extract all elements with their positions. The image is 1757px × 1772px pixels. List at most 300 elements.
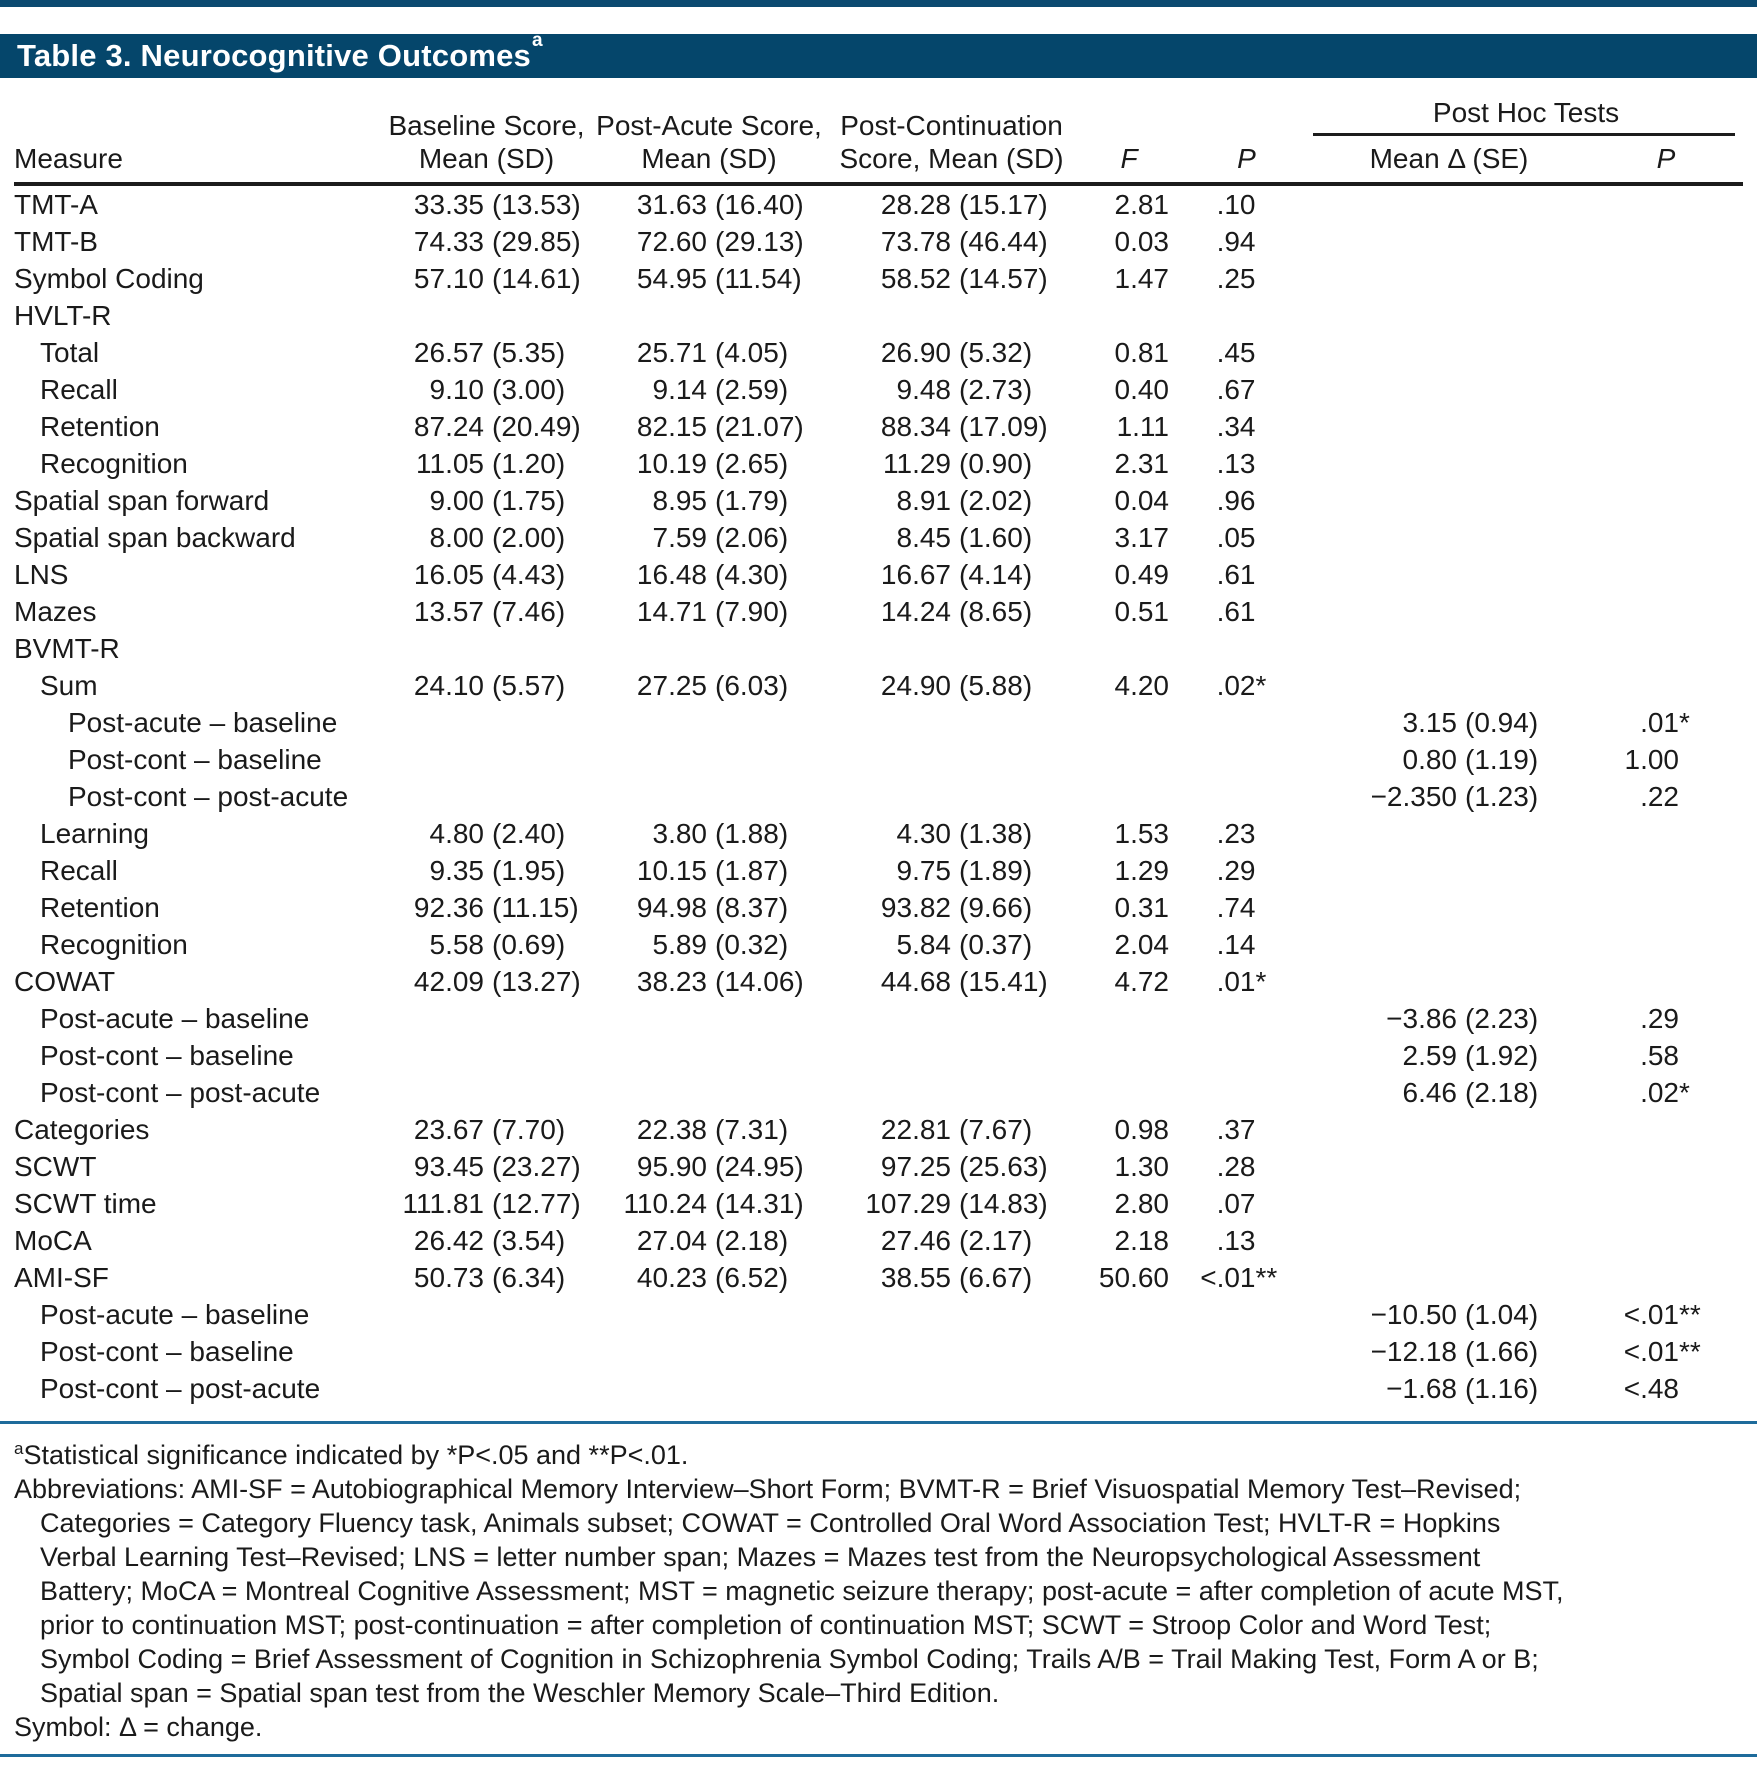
- cell-post-continuation: [829, 778, 1074, 815]
- cell-post-hoc-p: .29: [1640, 1002, 1679, 1034]
- cell-post-continuation: 9.75 (1.89): [896, 854, 1033, 886]
- cell-mean-delta: [1309, 482, 1589, 519]
- table-row: [14, 704, 1743, 741]
- cell-baseline: 11.05 (1.20): [416, 447, 566, 479]
- cell-p: .07: [1216, 1187, 1256, 1219]
- col-header-p: P: [1184, 96, 1309, 184]
- cell-mean-delta: [1309, 1222, 1589, 1259]
- table-header: [14, 96, 1743, 184]
- col-header-mean-delta: Mean Δ (SE): [1309, 142, 1589, 184]
- cell-p: [1184, 1296, 1309, 1333]
- cell-post-acute: 8.95 (1.79): [652, 484, 789, 516]
- cell-post-hoc-p: .01*: [1640, 706, 1690, 738]
- cell-post-acute: [589, 704, 829, 741]
- cell-baseline: 23.67 (7.70): [413, 1113, 566, 1145]
- cell-p: [1184, 630, 1309, 667]
- cell-post-acute: 31.63 (16.40): [636, 188, 804, 220]
- cell-measure: Mazes: [14, 595, 97, 627]
- cell-measure: Spatial span backward: [14, 521, 296, 553]
- cell-f: 3.17: [1114, 521, 1169, 553]
- cell-f: 0.98: [1114, 1113, 1169, 1145]
- cell-measure: Retention: [40, 410, 160, 442]
- cell-f: 0.81: [1114, 336, 1169, 368]
- cell-f: 50.60: [1098, 1261, 1169, 1293]
- cell-mean-delta: [1309, 445, 1589, 482]
- cell-post-continuation: 97.25 (25.63): [880, 1150, 1048, 1182]
- cell-mean-delta: −12.18 (1.66): [1370, 1335, 1539, 1367]
- table-row: [14, 1333, 1743, 1370]
- cell-p: [1184, 1074, 1309, 1111]
- cell-f: [1074, 704, 1184, 741]
- cell-post-hoc-p: [1589, 408, 1743, 445]
- cell-measure: Categories: [14, 1113, 150, 1145]
- table-row: [14, 184, 1743, 223]
- table-row: [14, 815, 1743, 852]
- cell-p: [1184, 741, 1309, 778]
- cell-post-hoc-p: [1589, 630, 1743, 667]
- cell-f: 0.40: [1114, 373, 1169, 405]
- cell-post-hoc-p: [1589, 260, 1743, 297]
- cell-post-acute: [589, 1370, 829, 1407]
- cell-post-acute: 16.48 (4.30): [636, 558, 789, 590]
- cell-mean-delta: [1309, 593, 1589, 630]
- cell-post-continuation: 14.24 (8.65): [880, 595, 1033, 627]
- cell-post-acute: 95.90 (24.95): [636, 1150, 804, 1182]
- cell-post-continuation: 24.90 (5.88): [880, 669, 1033, 701]
- cell-measure: Post-cont – post-acute: [40, 1372, 321, 1404]
- table-row: [14, 630, 1743, 667]
- table-row: [14, 1370, 1743, 1407]
- cell-baseline: 57.10 (14.61): [413, 262, 581, 294]
- cell-f: 1.11: [1116, 410, 1169, 442]
- cell-post-continuation: [829, 704, 1074, 741]
- cell-mean-delta: [1309, 926, 1589, 963]
- cell-p: .45: [1216, 336, 1256, 368]
- cell-mean-delta: −10.50 (1.04): [1370, 1298, 1539, 1330]
- cell-p: .34: [1216, 410, 1256, 442]
- cell-measure: SCWT time: [14, 1187, 157, 1219]
- cell-measure: Recognition: [40, 447, 188, 479]
- cell-p: [1184, 1333, 1309, 1370]
- table-row: [14, 778, 1743, 815]
- table-row: [14, 1074, 1743, 1111]
- cell-mean-delta: [1309, 297, 1589, 334]
- cell-post-acute: 5.89 (0.32): [652, 928, 789, 960]
- cell-post-continuation: 9.48 (2.73): [896, 373, 1033, 405]
- cell-f: [1074, 778, 1184, 815]
- cell-f: 2.81: [1114, 188, 1169, 220]
- cell-measure: Learning: [40, 817, 149, 849]
- footnote-symbol: Symbol: Δ = change.: [14, 1712, 263, 1742]
- cell-baseline: [384, 297, 589, 334]
- cell-f: 4.20: [1114, 669, 1169, 701]
- post-hoc-underline: [1313, 133, 1735, 136]
- cell-p: [1184, 1370, 1309, 1407]
- cell-baseline: 92.36 (11.15): [413, 891, 579, 923]
- cell-p: .94: [1216, 225, 1256, 257]
- cell-post-hoc-p: .58: [1640, 1039, 1679, 1071]
- table-row: [14, 889, 1743, 926]
- cell-mean-delta: 2.59 (1.92): [1402, 1039, 1539, 1071]
- cell-baseline: 26.57 (5.35): [413, 336, 566, 368]
- cell-measure: SCWT: [14, 1150, 97, 1182]
- cell-post-hoc-p: [1589, 334, 1743, 371]
- cell-post-acute: [589, 1037, 829, 1074]
- table-body: [14, 184, 1743, 1407]
- cell-measure: Post-acute – baseline: [40, 1002, 310, 1034]
- cell-post-continuation: 11.29 (0.90): [883, 447, 1033, 479]
- cell-baseline: [384, 1000, 589, 1037]
- cell-measure: Post-cont – baseline: [40, 1335, 294, 1367]
- cell-post-continuation: 4.30 (1.38): [896, 817, 1033, 849]
- cell-post-acute: 10.19 (2.65): [636, 447, 789, 479]
- cell-post-acute: 27.25 (6.03): [636, 669, 789, 701]
- cell-baseline: 26.42 (3.54): [413, 1224, 566, 1256]
- table-row: [14, 1222, 1743, 1259]
- cell-post-continuation: 8.91 (2.02): [896, 484, 1033, 516]
- cell-post-acute: 22.38 (7.31): [636, 1113, 789, 1145]
- cell-post-hoc-p: [1589, 445, 1743, 482]
- post-hoc-tests-label: Post Hoc Tests: [1432, 97, 1620, 128]
- cell-post-hoc-p: [1589, 1111, 1743, 1148]
- cell-post-hoc-p: [1589, 889, 1743, 926]
- cell-measure: Post-cont – baseline: [68, 743, 322, 775]
- cell-post-continuation: [829, 630, 1074, 667]
- cell-p: .02*: [1216, 669, 1267, 701]
- cell-post-acute: 54.95 (11.54): [636, 262, 802, 294]
- table-row: [14, 519, 1743, 556]
- cell-p: .29: [1216, 854, 1256, 886]
- cell-post-continuation: [829, 297, 1074, 334]
- cell-post-hoc-p: [1589, 963, 1743, 1000]
- cell-baseline: 42.09 (13.27): [413, 965, 581, 997]
- cell-f: [1074, 297, 1184, 334]
- table-row: [14, 1111, 1743, 1148]
- table-row: [14, 556, 1743, 593]
- table-row: [14, 741, 1743, 778]
- cell-post-acute: [589, 1333, 829, 1370]
- cell-baseline: 9.35 (1.95): [429, 854, 566, 886]
- cell-p: [1184, 704, 1309, 741]
- cell-p: .13: [1216, 1224, 1256, 1256]
- cell-post-acute: [589, 1296, 829, 1333]
- cell-measure: Post-cont – post-acute: [68, 780, 349, 812]
- cell-mean-delta: 6.46 (2.18): [1402, 1076, 1539, 1108]
- outcomes-table: [14, 96, 1743, 1407]
- table-title-text: Table 3. Neurocognitive Outcomes: [17, 38, 531, 73]
- cell-post-acute: 3.80 (1.88): [652, 817, 789, 849]
- cell-f: [1074, 1296, 1184, 1333]
- cell-baseline: [384, 778, 589, 815]
- cell-post-continuation: [829, 1000, 1074, 1037]
- cell-post-continuation: 27.46 (2.17): [880, 1224, 1033, 1256]
- cell-p: .96: [1216, 484, 1256, 516]
- footnotes: [0, 1424, 1574, 1750]
- cell-post-hoc-p: 1.00: [1624, 743, 1679, 775]
- cell-p: [1184, 1037, 1309, 1074]
- cell-measure: HVLT-R: [14, 299, 112, 331]
- cell-post-hoc-p: .22: [1640, 780, 1679, 812]
- table-row: [14, 334, 1743, 371]
- cell-post-continuation: 8.45 (1.60): [896, 521, 1033, 553]
- cell-p: .13: [1216, 447, 1256, 479]
- cell-post-continuation: 26.90 (5.32): [880, 336, 1033, 368]
- cell-baseline: 33.35 (13.53): [413, 188, 581, 220]
- cell-f: 0.31: [1114, 891, 1169, 923]
- cell-mean-delta: [1309, 1148, 1589, 1185]
- cell-mean-delta: [1309, 815, 1589, 852]
- cell-post-acute: [589, 778, 829, 815]
- cell-p: .23: [1216, 817, 1256, 849]
- table-row: [14, 445, 1743, 482]
- table-row: [14, 371, 1743, 408]
- cell-post-acute: [589, 741, 829, 778]
- cell-mean-delta: [1309, 1259, 1589, 1296]
- cell-baseline: 87.24 (20.49): [413, 410, 581, 442]
- table-row: [14, 408, 1743, 445]
- cell-post-continuation: 5.84 (0.37): [896, 928, 1033, 960]
- cell-f: 0.03: [1114, 225, 1169, 257]
- cell-mean-delta: −3.86 (2.23): [1386, 1002, 1539, 1034]
- cell-post-acute: [589, 297, 829, 334]
- cell-mean-delta: [1309, 334, 1589, 371]
- cell-post-continuation: 58.52 (14.57): [880, 262, 1048, 294]
- cell-post-acute: 10.15 (1.87): [636, 854, 789, 886]
- cell-p: .01*: [1216, 965, 1267, 997]
- table-row: [14, 926, 1743, 963]
- cell-post-continuation: 88.34 (17.09): [880, 410, 1048, 442]
- cell-post-continuation: [829, 1074, 1074, 1111]
- cell-measure: Spatial span forward: [14, 484, 270, 516]
- cell-post-continuation: [829, 1037, 1074, 1074]
- cell-f: [1074, 1000, 1184, 1037]
- cell-post-acute: 38.23 (14.06): [636, 965, 804, 997]
- cell-mean-delta: [1309, 519, 1589, 556]
- cell-post-acute: 7.59 (2.06): [652, 521, 789, 553]
- cell-baseline: 5.58 (0.69): [429, 928, 566, 960]
- cell-measure: AMI-SF: [14, 1261, 109, 1293]
- cell-mean-delta: [1309, 1185, 1589, 1222]
- cell-f: 2.80: [1114, 1187, 1169, 1219]
- cell-measure: Post-cont – post-acute: [40, 1076, 321, 1108]
- table-row: [14, 1296, 1743, 1333]
- cell-post-hoc-p: [1589, 556, 1743, 593]
- cell-post-continuation: [829, 1296, 1074, 1333]
- cell-post-acute: [589, 1074, 829, 1111]
- cell-post-hoc-p: <.48: [1623, 1372, 1679, 1404]
- cell-post-hoc-p: .02*: [1640, 1076, 1690, 1108]
- cell-post-continuation: 107.29 (14.83): [865, 1187, 1048, 1219]
- cell-f: [1074, 1037, 1184, 1074]
- cell-post-hoc-p: [1589, 852, 1743, 889]
- cell-f: [1074, 1074, 1184, 1111]
- cell-baseline: [384, 1370, 589, 1407]
- cell-baseline: [384, 704, 589, 741]
- cell-mean-delta: [1309, 963, 1589, 1000]
- cell-baseline: [384, 741, 589, 778]
- table-row: [14, 1185, 1743, 1222]
- cell-measure: LNS: [14, 558, 69, 590]
- cell-mean-delta: [1309, 408, 1589, 445]
- cell-p: [1184, 778, 1309, 815]
- cell-baseline: 93.45 (23.27): [413, 1150, 581, 1182]
- cell-baseline: 24.10 (5.57): [413, 669, 566, 701]
- cell-p: .61: [1216, 595, 1256, 627]
- cell-measure: MoCA: [14, 1224, 92, 1256]
- table-row: [14, 667, 1743, 704]
- cell-measure: TMT-A: [14, 188, 98, 220]
- cell-mean-delta: [1309, 667, 1589, 704]
- cell-f: 0.51: [1114, 595, 1169, 627]
- cell-mean-delta: [1309, 630, 1589, 667]
- cell-post-acute: 82.15 (21.07): [636, 410, 804, 442]
- cell-post-continuation: 28.28 (15.17): [880, 188, 1048, 220]
- cell-mean-delta: [1309, 556, 1589, 593]
- cell-baseline: [384, 630, 589, 667]
- table-row: [14, 1259, 1743, 1296]
- top-rule: [0, 0, 1757, 7]
- cell-baseline: 9.00 (1.75): [429, 484, 566, 516]
- cell-mean-delta: −2.350 (1.23): [1370, 780, 1539, 812]
- cell-post-hoc-p: [1589, 1185, 1743, 1222]
- table-title: [17, 29, 543, 74]
- table-row: [14, 260, 1743, 297]
- cell-mean-delta: [1309, 1111, 1589, 1148]
- cell-post-hoc-p: [1589, 1148, 1743, 1185]
- cell-p: .05: [1216, 521, 1256, 553]
- cell-f: 2.18: [1114, 1224, 1169, 1256]
- table-row: [14, 297, 1743, 334]
- cell-post-continuation: 44.68 (15.41): [880, 965, 1048, 997]
- cell-p: [1184, 297, 1309, 334]
- cell-post-hoc-p: <.01**: [1623, 1298, 1701, 1330]
- cell-baseline: 13.57 (7.46): [413, 595, 566, 627]
- cell-f: [1074, 1370, 1184, 1407]
- cell-post-acute: 94.98 (8.37): [636, 891, 789, 923]
- cell-measure: Retention: [40, 891, 160, 923]
- col-header-post-hoc-p: P: [1589, 142, 1743, 184]
- cell-measure: Post-acute – baseline: [68, 706, 338, 738]
- table-row: [14, 1037, 1743, 1074]
- cell-post-continuation: [829, 1333, 1074, 1370]
- footnote-abbreviations: Abbreviations: AMI-SF = Autobiographical Memory Interview–Short Form; BVMT-R = Brief Visuospatial Memory Test–Revised; Categories = Category Fluency task, Animals subset; COWAT = Controlled Oral Word Association Test; HVLT-R = Hopkins Verbal Learning Test–Revised; LNS = letter number span; Mazes = Mazes test from the Neuropsychological Assessment Battery; MoCA = Montreal Cognitive Assessment; MST = magnetic seizure therapy; post-acute = after completion of acute MST, prior to continuation MST; post-continuation = after completion of continuation MST; SCWT = Stroop Color and Word Test; Symbol Coding = Brief Assessment of Cognition in Schizophrenia Symbol Coding; Trails A/B = Trail Making Test, Form A or B; Spatial span = Spatial span test from the Weschler Memory Scale–Third Edition.: [14, 1474, 1564, 1708]
- cell-baseline: 50.73 (6.34): [413, 1261, 566, 1293]
- col-header-post-hoc-tests: [1309, 96, 1743, 142]
- cell-p: .25: [1216, 262, 1256, 294]
- cell-post-hoc-p: [1589, 184, 1743, 223]
- cell-post-hoc-p: <.01**: [1623, 1335, 1701, 1367]
- cell-f: 2.31: [1114, 447, 1169, 479]
- cell-mean-delta: [1309, 852, 1589, 889]
- cell-baseline: 4.80 (2.40): [429, 817, 566, 849]
- cell-post-acute: 72.60 (29.13): [636, 225, 804, 257]
- cell-post-acute: [589, 1000, 829, 1037]
- cell-mean-delta: [1309, 889, 1589, 926]
- cell-baseline: 16.05 (4.43): [413, 558, 566, 590]
- cell-post-continuation: 93.82 (9.66): [880, 891, 1033, 923]
- cell-post-hoc-p: [1589, 815, 1743, 852]
- cell-mean-delta: 3.15 (0.94): [1402, 706, 1539, 738]
- table-row: [14, 1148, 1743, 1185]
- cell-f: 1.47: [1114, 262, 1169, 294]
- cell-post-continuation: 73.78 (46.44): [880, 225, 1048, 257]
- cell-post-continuation: [829, 741, 1074, 778]
- bottom-rule: [0, 1754, 1757, 1757]
- table-row: [14, 223, 1743, 260]
- cell-f: 1.30: [1114, 1150, 1169, 1182]
- footnote-significance: [14, 1432, 1574, 1472]
- cell-measure: Recall: [40, 373, 118, 405]
- cell-p: <.01**: [1200, 1261, 1278, 1293]
- cell-post-acute: [589, 630, 829, 667]
- cell-measure: Recall: [40, 854, 118, 886]
- cell-post-continuation: [829, 1370, 1074, 1407]
- cell-post-hoc-p: [1589, 667, 1743, 704]
- cell-mean-delta: [1309, 184, 1589, 223]
- cell-p: .14: [1216, 928, 1256, 960]
- cell-measure: COWAT: [14, 965, 116, 997]
- cell-measure: Symbol Coding: [14, 262, 204, 294]
- cell-p: .67: [1216, 373, 1256, 405]
- cell-f: 2.04: [1114, 928, 1169, 960]
- table-row: [14, 852, 1743, 889]
- cell-post-hoc-p: [1589, 926, 1743, 963]
- cell-f: 4.72: [1114, 965, 1169, 997]
- cell-post-acute: 110.24 (14.31): [623, 1187, 804, 1219]
- cell-p: .37: [1216, 1113, 1256, 1145]
- cell-post-acute: 9.14 (2.59): [652, 373, 789, 405]
- table-row: [14, 482, 1743, 519]
- table-title-band: [0, 29, 1757, 78]
- cell-p: .61: [1216, 558, 1256, 590]
- table-row: [14, 963, 1743, 1000]
- cell-f: 1.53: [1114, 817, 1169, 849]
- cell-post-hoc-p: [1589, 1222, 1743, 1259]
- cell-post-continuation: 16.67 (4.14): [880, 558, 1033, 590]
- col-header-f: F: [1074, 96, 1184, 184]
- cell-mean-delta: [1309, 260, 1589, 297]
- cell-post-hoc-p: [1589, 371, 1743, 408]
- cell-p: .10: [1216, 188, 1256, 220]
- cell-mean-delta: [1309, 223, 1589, 260]
- cell-post-hoc-p: [1589, 1259, 1743, 1296]
- cell-post-acute: 14.71 (7.90): [636, 595, 789, 627]
- cell-measure: Recognition: [40, 928, 188, 960]
- cell-post-continuation: 38.55 (6.67): [880, 1261, 1033, 1293]
- cell-post-hoc-p: [1589, 297, 1743, 334]
- cell-p: .74: [1216, 891, 1256, 923]
- cell-post-acute: 25.71 (4.05): [636, 336, 789, 368]
- cell-post-continuation: 22.81 (7.67): [880, 1113, 1033, 1145]
- cell-baseline: 9.10 (3.00): [429, 373, 566, 405]
- footnote-marker-a: a: [14, 1439, 24, 1458]
- cell-mean-delta: 0.80 (1.19): [1402, 743, 1539, 775]
- cell-p: [1184, 1000, 1309, 1037]
- cell-f: 1.29: [1114, 854, 1169, 886]
- cell-post-hoc-p: [1589, 223, 1743, 260]
- cell-mean-delta: −1.68 (1.16): [1386, 1372, 1539, 1404]
- col-header-measure: Measure: [14, 96, 384, 184]
- cell-measure: BVMT-R: [14, 632, 120, 664]
- cell-post-hoc-p: [1589, 519, 1743, 556]
- cell-f: [1074, 741, 1184, 778]
- cell-f: [1074, 1333, 1184, 1370]
- cell-post-acute: 40.23 (6.52): [636, 1261, 789, 1293]
- col-header-post-acute: Post-Acute Score, Mean (SD): [589, 96, 829, 184]
- cell-baseline: [384, 1037, 589, 1074]
- cell-f: [1074, 630, 1184, 667]
- cell-baseline: 74.33 (29.85): [413, 225, 581, 257]
